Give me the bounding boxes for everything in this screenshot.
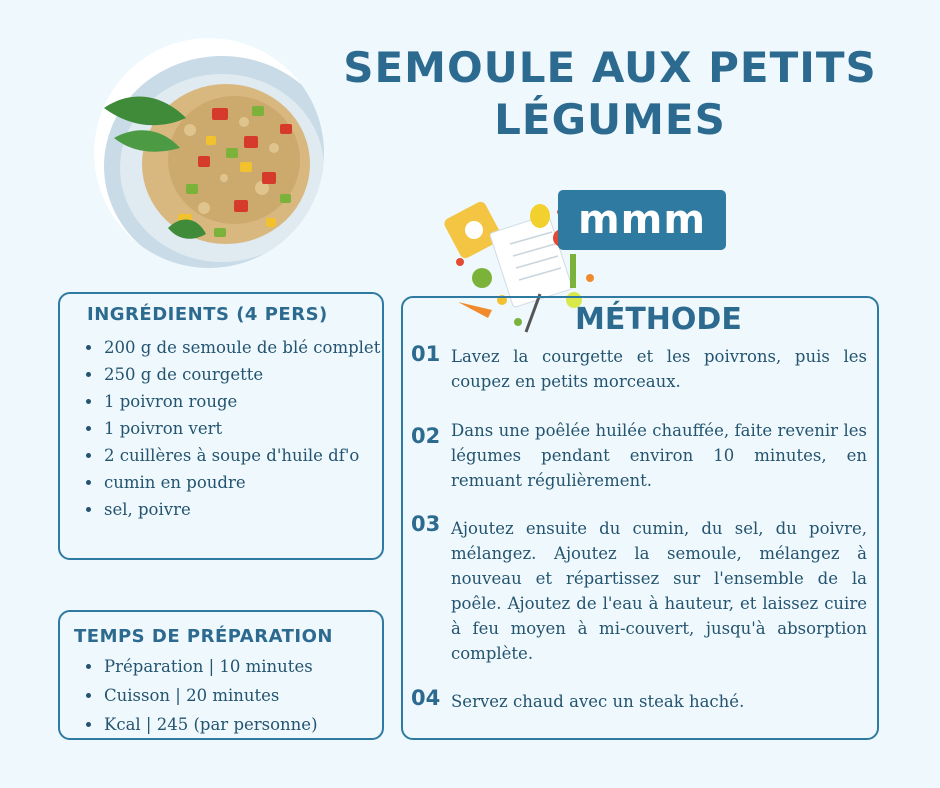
- dish-photo: [94, 38, 324, 268]
- ingredients-box: [58, 292, 384, 560]
- list-item: Cuisson | 20 minutes: [82, 681, 382, 710]
- recipe-title: SEMOULE AUX PETITS LÉGUMES: [343, 43, 877, 144]
- step-number: 02: [411, 424, 441, 448]
- ingredients-list: [82, 334, 382, 523]
- list-item: 1 poivron vert: [82, 415, 382, 442]
- list-item: cumin en poudre: [82, 469, 382, 496]
- list-item: 2 cuillères à soupe d'huile df'o: [82, 442, 382, 469]
- list-item: 200 g de semoule de blé complet: [82, 334, 382, 361]
- step-text: Servez chaud avec un steak haché.: [451, 692, 745, 711]
- list-item: 1 poivron rouge: [82, 388, 382, 415]
- method-box: [401, 296, 879, 740]
- list-item: Kcal | 245 (par personne): [82, 710, 382, 739]
- step-text: Lavez la courgette et les poivrons, puis les coupez en petits morceaux.: [451, 347, 867, 391]
- mmm-badge: mmm: [558, 190, 726, 250]
- prep-time-list: [82, 652, 382, 739]
- list-item: sel, poivre: [82, 496, 382, 523]
- step-number: 04: [411, 686, 441, 710]
- list-item: 250 g de courgette: [82, 361, 382, 388]
- prep-time-title: TEMPS DE PRÉPARATION: [74, 626, 333, 647]
- ingredients-title: INGRÉDIENTS (4 PERS): [87, 304, 328, 325]
- method-title: MÉTHODE: [575, 302, 742, 337]
- step-number: 03: [411, 512, 441, 536]
- list-item: Préparation | 10 minutes: [82, 652, 382, 681]
- step-text: Dans une poêlée huilée chauffée, faite revenir les légumes pendant environ 10 minutes, en remuant régulièrement.: [451, 421, 867, 490]
- prep-time-box: [58, 610, 384, 740]
- step-number: 01: [411, 342, 441, 366]
- step-text: Ajoutez ensuite du cumin, du sel, du poivre, mélangez. Ajoutez la semoule, mélangez à nouveau et répartissez sur l'ensemble de la poêle. Ajoutez de l'eau à hauteur, et laissez cuire à feu moyen à mi-couvert, jusqu'à absorption complète.: [451, 519, 867, 663]
